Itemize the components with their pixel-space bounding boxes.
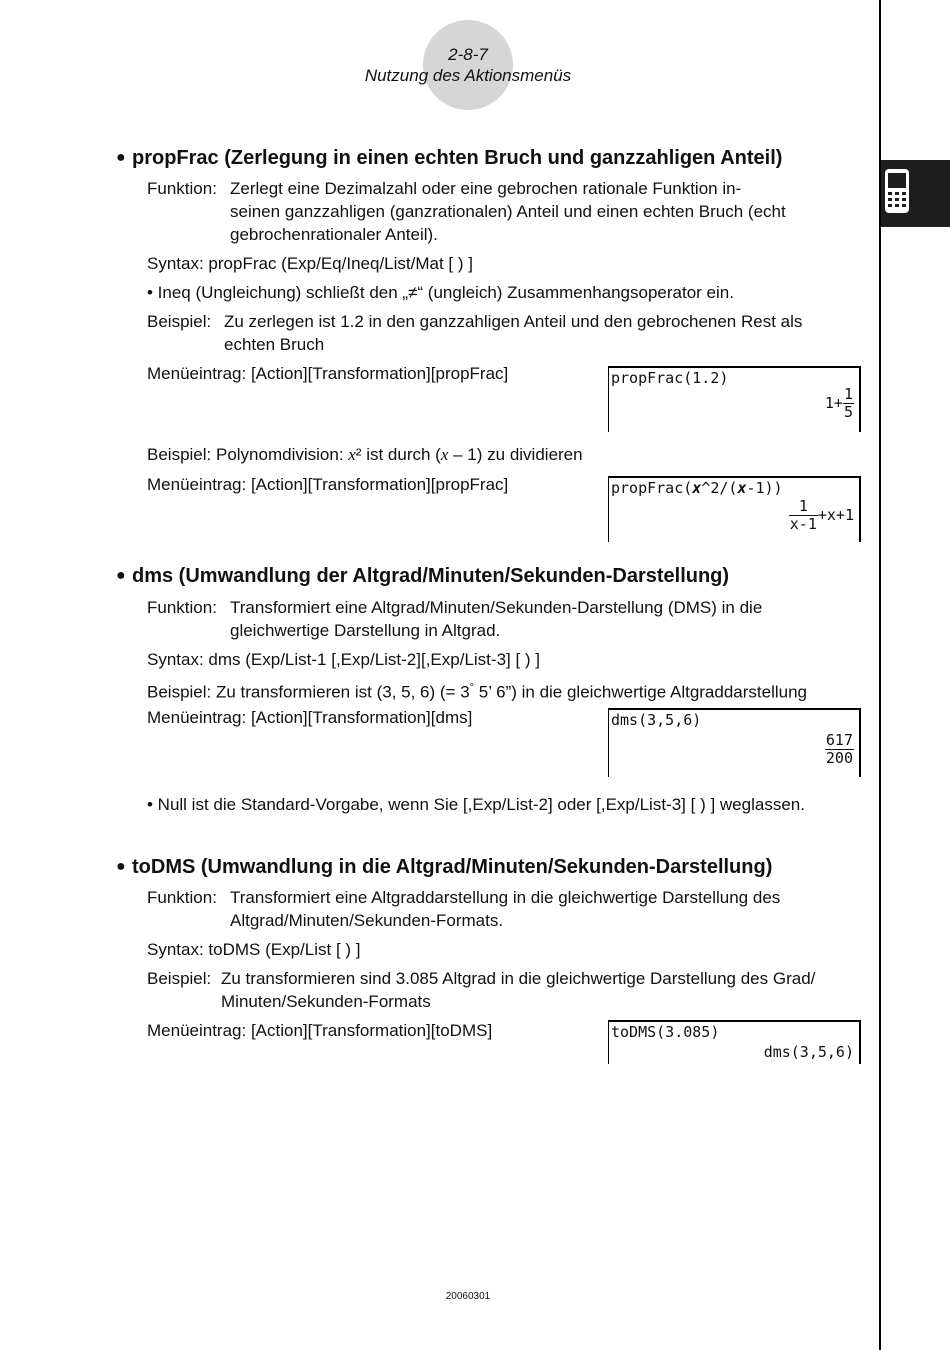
- funktion-text-line: seinen ganzzahligen (ganzrationalen) Anteil und einen echten Bruch (echt: [230, 202, 786, 221]
- screen-input: propFrac(x^2/(x-1)): [611, 479, 783, 497]
- header-circle: [423, 20, 513, 110]
- menu-entry: Menüeintrag: [Action][Transformation][propFrac]: [147, 475, 509, 494]
- screen-output-fraction: [825, 732, 854, 767]
- beispiel-polynom-text: Beispiel: Polynomdivision: x² ist durch (x – 1) zu dividieren: [147, 445, 583, 464]
- var-x: x: [440, 445, 449, 464]
- funktion-text-line: Transformiert eine Altgrad/Minuten/Sekunden-Darstellung (DMS) in die: [230, 598, 763, 617]
- screen-output-whole: 1+: [824, 394, 843, 412]
- screen-input: dms(3,5,6): [611, 711, 702, 729]
- screen-output: [825, 732, 854, 767]
- page-title: Nutzung des Aktionsmenüs: [364, 66, 572, 85]
- fraction-numerator: 617: [825, 731, 853, 749]
- syntax-text: Syntax: toDMS (Exp/List [ ) ]: [147, 940, 361, 959]
- fraction-denominator: x-1: [789, 515, 817, 533]
- page-number: 2-8-7: [448, 45, 488, 64]
- funktion-text-line: gleichwertige Darstellung in Altgrad.: [230, 621, 501, 640]
- menu-entry: Menüeintrag: [Action][Transformation][dms]: [147, 708, 473, 727]
- beispiel-label: Beispiel:: [147, 969, 212, 988]
- calculator-icon: [884, 168, 912, 216]
- screen-input: propFrac(1.2): [611, 369, 729, 387]
- fraction-denominator: 200: [825, 749, 853, 767]
- section-heading-todms: ● toDMS (Umwandlung in die Altgrad/Minuten/Sekunden-Darstellung): [116, 856, 773, 878]
- funktion-text-line: Zerlegt eine Dezimalzahl oder eine gebrochen rationale Funktion in-: [230, 179, 742, 198]
- beispiel-text-line: Zu transformieren sind 3.085 Altgrad in die gleichwertige Darstellung des Grad/: [221, 969, 816, 988]
- funktion-text-line: gebrochenrationaler Anteil).: [230, 225, 438, 244]
- note-text: • Ineq (Ungleichung) schließt den „≠“ (ungleich) Zusammenhangsoperator ein.: [147, 283, 734, 302]
- note-text: • Null ist die Standard-Vorgabe, wenn Sie [,Exp/List-2] oder [,Exp/List-3] [ ) ] weglassen.: [147, 795, 805, 814]
- screen-output-fraction: [789, 498, 818, 533]
- beispiel-text: Beispiel: Zu transformieren ist (3, 5, 6) (= 3° 5’ 6”) in die gleichwertige Altgraddarstellung: [147, 682, 808, 702]
- syntax-text: Syntax: dms (Exp/List-1 [,Exp/List-2][,Exp/List-3] [ ) ]: [147, 650, 541, 669]
- section-heading-propfrac: ● propFrac (Zerlegung in einen echten Bruch und ganzzahligen Anteil): [116, 147, 783, 169]
- menu-entry: Menüeintrag: [Action][Transformation][propFrac]: [147, 364, 509, 383]
- section-heading-dms: ● dms (Umwandlung der Altgrad/Minuten/Sekunden-Darstellung): [116, 565, 730, 587]
- screen-output-rest: +x+1: [817, 506, 854, 524]
- var-x: x: [348, 445, 356, 464]
- screen-output-fraction: [843, 386, 854, 421]
- degree-symbol: °: [469, 682, 475, 694]
- screen-input: toDMS(3.085): [611, 1023, 720, 1041]
- syntax-text: Syntax: propFrac (Exp/Eq/Ineq/List/Mat [ ) ]: [147, 254, 473, 273]
- funktion-text-line: Transformiert eine Altgraddarstellung in die gleichwertige Darstellung des: [230, 888, 781, 907]
- menu-entry: Menüeintrag: [Action][Transformation][toDMS]: [147, 1021, 493, 1040]
- calculator-screen-propfrac-2: [608, 476, 861, 542]
- screen-output: dms(3,5,6): [763, 1043, 854, 1061]
- funktion-text-line: Altgrad/Minuten/Sekunden-Formats.: [230, 911, 504, 930]
- beispiel-label: Beispiel:: [147, 312, 212, 331]
- funktion-label: Funktion:: [147, 888, 217, 907]
- funktion-label: Funktion:: [147, 598, 217, 617]
- beispiel-text-line: echten Bruch: [224, 335, 325, 354]
- fraction-numerator: 1: [789, 498, 818, 516]
- beispiel-text-line: Minuten/Sekunden-Formats: [221, 992, 431, 1011]
- screen-output: [789, 498, 854, 533]
- calculator-screen-dms: [608, 708, 861, 777]
- fraction-numerator: 1: [843, 385, 853, 403]
- fraction-denominator: 5: [843, 403, 853, 421]
- calculator-screen-todms: [608, 1020, 861, 1064]
- funktion-label: Funktion:: [147, 179, 217, 198]
- footer-code: 20060301: [445, 1291, 491, 1302]
- beispiel-text-line: Zu zerlegen ist 1.2 in den ganzzahligen Anteil und den gebrochenen Rest als: [224, 312, 803, 331]
- screen-output: [825, 386, 854, 421]
- calculator-screen-propfrac-1: [608, 366, 861, 432]
